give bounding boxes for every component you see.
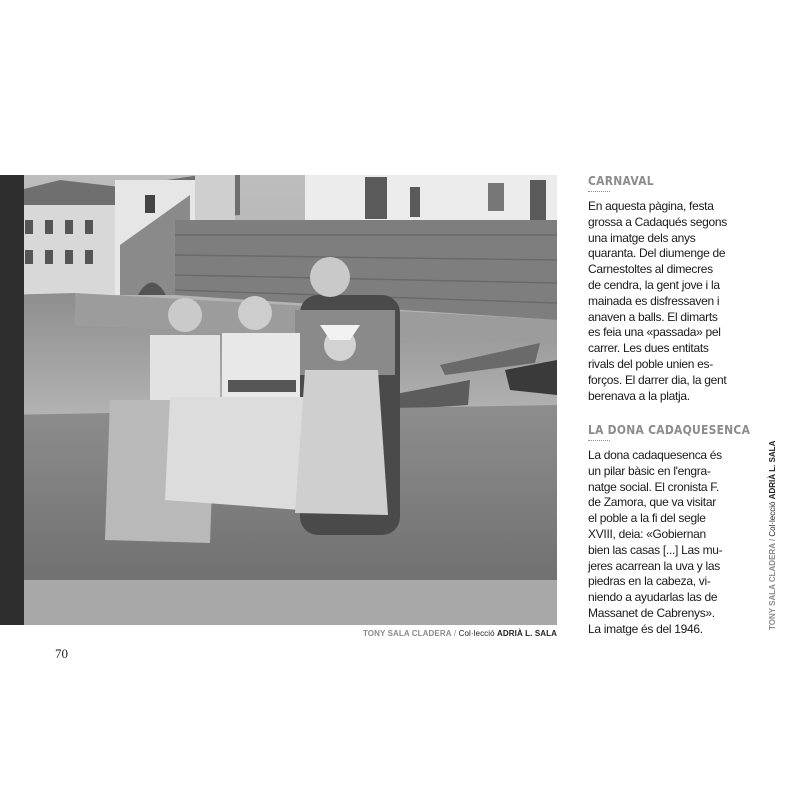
credit-separator: / [451,629,459,638]
collection-prefix: Col·lecció [458,629,498,638]
section-body: La dona cadaquesenca és un pilar bàsic en l'engra- natge social. El cronista F. de Zamora, que va visitar el poble a la fi del segle XVIII, deia: «Gobiernan bien las casas [...] Las mu- jeres acarrean la uva y las piedras en la cabeza, vi- niendo a ayudarlas las de Massanet de Cabrenys». La imatge és del 1946. [588,448,723,636]
carnival-photograph [0,175,557,625]
photo-credit [0,629,557,638]
heading-dash [588,191,610,192]
heading-dash [588,440,610,441]
collection-name: ADRIÀ L. SALA [497,629,557,638]
section-body: En aquesta pàgina, festa grossa a Cadaqués segons una imatge dels anys quaranta. Del diumenge de Carnestoltes al dimecres de cendra, la gent jove i la mainada es disfressaven i anaven a balls. El dimarts es feia una «passada» pel carrer. Les dues entitats rivals del poble unien es- forços. El darrer dia, la gent berenava a la platja. [588,199,727,403]
photograph-children-carnival-icon [0,175,557,625]
vertical-credit-separator: / [768,536,777,544]
section-dona-cadaquesenca [588,422,751,638]
section-carnaval [588,173,733,404]
section-heading: LA DONA CADAQUESENCA [588,422,751,437]
photographer-name: TONY SALA CLADERA [362,629,452,638]
vertical-photographer-name: TONY SALA CLADERA [768,543,777,630]
page-number: 70 [55,646,68,661]
vertical-collection-name: ADRIÀ L. SALA [768,440,777,500]
section-heading: CARNAVAL [588,173,654,188]
vertical-credit [766,440,780,630]
vertical-collection-prefix: Col·lecció [768,499,777,537]
